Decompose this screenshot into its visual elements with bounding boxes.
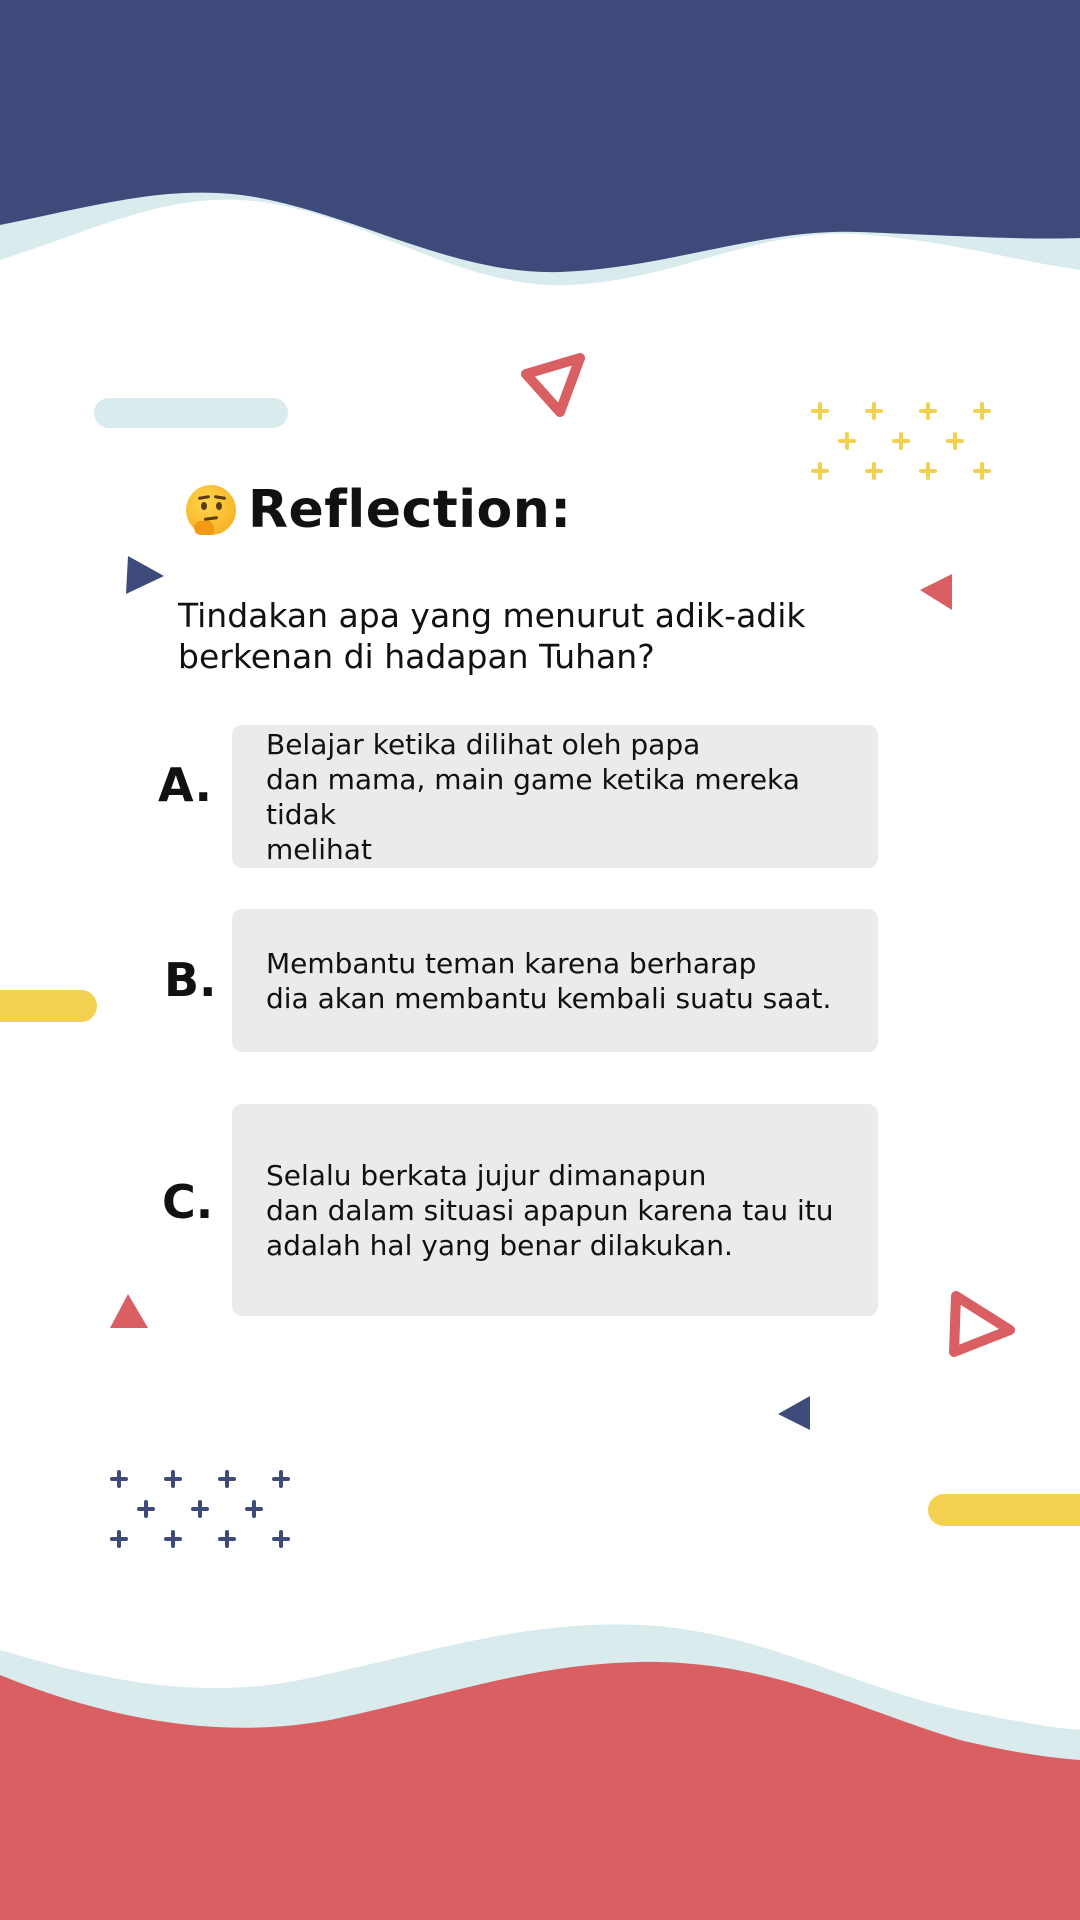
red-outline-triangle-bottom-right [944,1288,1018,1360]
navy-triangle-left [124,552,166,598]
question-text: Tindakan apa yang menurut adik-adik berkenan di hadapan Tuhan? [178,596,806,676]
plus-icon [973,462,991,480]
yellow-pill-decoration-right [928,1494,1080,1526]
plus-icon [137,1500,155,1518]
plus-icon [892,432,910,450]
option-c-box[interactable] [232,1104,878,1316]
teal-pill-decoration [94,398,288,428]
plus-icon [191,1500,209,1518]
plus-icon [811,462,829,480]
plus-icon [865,462,883,480]
plus-icon [164,1530,182,1548]
plus-icon [110,1530,128,1548]
plus-icon [946,432,964,450]
red-triangle-bottom-left [106,1290,150,1330]
plus-icon [919,402,937,420]
plus-icon [838,432,856,450]
plus-icon [865,402,883,420]
option-b-letter: B. [164,953,217,1007]
plus-icon [164,1470,182,1488]
plus-icon [218,1530,236,1548]
plus-icon [919,462,937,480]
thinking-face-icon [186,485,236,535]
option-c-text: Selalu berkata jujur dimanapun dan dalam situasi apapun karena tau itu adalah hal yang benar dilakukan. [266,1158,834,1262]
plus-icon [811,402,829,420]
option-b-text: Membantu teman karena berharap dia akan membantu kembali suatu saat. [266,946,832,1015]
bottom-wave-decoration [0,1600,1080,1920]
option-a-text: Belajar ketika dilihat oleh papa dan mama, main game ketika mereka tidak melihat [266,727,800,866]
option-b-box[interactable] [232,909,878,1052]
yellow-pill-decoration-left [0,990,97,1022]
red-triangle-right [918,570,956,612]
top-wave-decoration [0,0,1080,320]
option-c-letter: C. [162,1175,214,1229]
plus-icon [110,1470,128,1488]
option-a-box[interactable] [232,725,878,868]
plus-icon [272,1470,290,1488]
plus-icon [973,402,991,420]
plus-icon [245,1500,263,1518]
navy-triangle-bottom [776,1392,814,1432]
option-a-letter: A. [158,758,212,812]
plus-icon [272,1530,290,1548]
title-row [186,480,572,540]
red-outline-triangle-top [518,352,588,422]
plus-icon [218,1470,236,1488]
page-title: Reflection: [248,480,572,540]
